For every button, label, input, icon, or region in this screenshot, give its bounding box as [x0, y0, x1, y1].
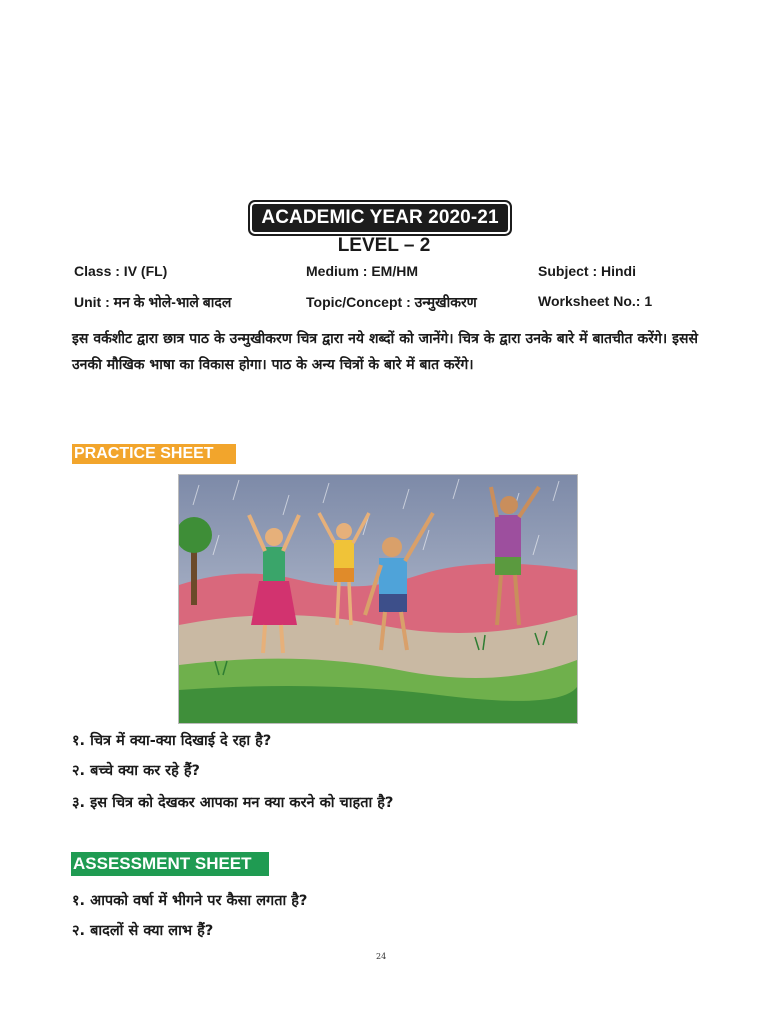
unit-label: Unit : मन के भोले-भाले बादल	[74, 294, 232, 310]
practice-sheet-banner	[72, 444, 236, 464]
intro-paragraph: इस वर्कशीट द्वारा छात्र पाठ के उन्मुखीकरण चित्र द्वारा नये शब्दों को जानेंगे। चित्र के द्वारा उनके बारे में बातचीत करेंगे। इससे उनकी मौखिक भाषा का विकास होगा। पाठ के अन्य चित्रों के बारे में बात करेंगे।	[72, 331, 698, 373]
topic-label: Topic/Concept : उन्मुखीकरण	[306, 294, 477, 310]
assessment-question-2: २. बादलों से क्या लाभ हैं?	[72, 923, 214, 939]
level-heading: LEVEL – 2	[337, 235, 431, 256]
medium-label: Medium : EM/HM	[306, 263, 418, 279]
page-number: 24	[376, 952, 387, 961]
practice-question-1: १. चित्र में क्या-क्या दिखाई दे रहा है?	[72, 733, 272, 749]
academic-year-banner	[252, 204, 508, 232]
academic-year-title: ACADEMIC YEAR 2020-21	[261, 207, 499, 228]
rain-children-illustration	[178, 474, 578, 724]
assessment-question-1: १. आपको वर्षा में भीगने पर कैसा लगता है?	[72, 893, 308, 909]
worksheet-number: Worksheet No.: 1	[538, 293, 653, 309]
class-label: Class : IV (FL)	[74, 263, 168, 279]
practice-question-2: २. बच्चे क्या कर रहे हैं?	[72, 763, 200, 779]
illustration-drawing	[179, 475, 577, 723]
assessment-sheet-label: ASSESSMENT SHEET	[73, 854, 252, 873]
subject-label: Subject : Hindi	[538, 263, 636, 279]
assessment-sheet-banner	[71, 852, 269, 876]
practice-sheet-label: PRACTICE SHEET	[74, 445, 214, 462]
practice-question-3: ३. इस चित्र को देखकर आपका मन क्या करने को चाहता है?	[72, 795, 394, 811]
